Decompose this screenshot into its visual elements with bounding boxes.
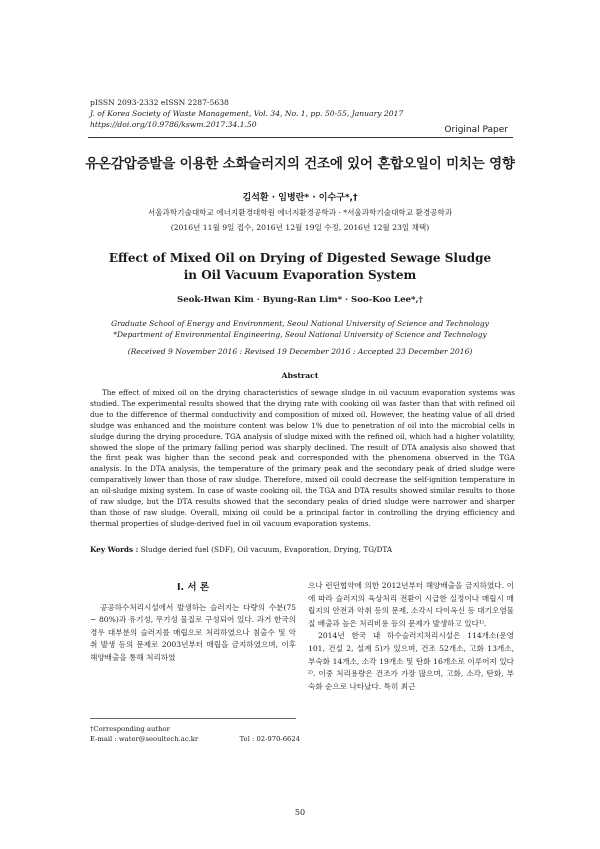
journal-issn: pISSN 2093-2332 eISSN 2287-5638 [90,98,229,107]
english-affiliation [0,318,600,340]
keywords [90,545,515,554]
english-authors: Seok-Hwan Kim · Byung-Ran Lim* · Soo-Koo Lee*,† [177,295,423,305]
english-received-dates: (Received 9 November 2016 : Revised 19 December 2016 : Accepted 23 December 2016) [127,347,473,356]
english-affiliation-line2: *Department of Environmental Engineering, Seoul National University of Science and Technology [113,330,487,339]
korean-title: 유온감압증발을 이용한 소화슬러지의 건조에 있어 혼합오일이 미치는 영향 [85,156,515,172]
right-column [308,580,514,693]
section-heading-introduction: I. 서 론 [176,582,210,593]
paper-type-label: Original Paper [444,125,508,135]
abstract-heading: Abstract [281,371,319,380]
keywords-label: Key Words : [90,545,139,554]
corresponding-author-label: †Corresponding author [90,725,170,733]
header-rule [88,137,513,138]
keywords-text: Sludge deried fuel (SDF), Oil vacuum, Evaporation, Drying, TG/DTA [138,545,393,554]
korean-affiliation: 서울과학기술대학교 에너지환경대학원 에너지환경공학과 · *서울과학기술대학교 환경공학과 [147,208,453,217]
english-title-line1: Effect of Mixed Oil on Drying of Digested Sewage Sludge [108,251,492,265]
korean-received-dates: (2016년 11월 9일 접수, 2016년 12월 19일 수정, 2016년 12월 23일 채택) [170,223,430,232]
abstract-body: The effect of mixed oil on the drying characteristics of sewage sludge in oil vacuum evaporation systems was studied. The experimental results showed that the drying rate with cooking oil was faster than that with refined oil due to the difference of thermal conductivity and composition of mixed oil. However, the heating value of all dried sludge was enhanced and the moisture content was below 1% due to penetration of oil into the microbial cells in sludge during the drying procedure. TGA analysis of sludge mixed with the refined oil, which had a higher volatility, showed the slope of the primary falling period was sharply declined. The result of DTA analysis also showed that the first peak was higher than the second peak and corresponded with the phenomena observed in the TGA analysis. In the DTA analysis, the temperature of the primary peak and the secondary peak of dried sludge were comparatively lower than those of raw sludge. Therefore, mixed oil could decrease the self-ignition temperature in an oil-sludge mixing system. In case of waste cooking oil, the TGA and DTA results showed similar results to those of raw sludge, but the DTA results showed that the secondary peaks of dried sludge were narrower and sharper than those of raw sludge. Overall, mixing oil could be a principal factor in controlling the drying efficiency and thermal properties of sludge-derived fuel in oil vacuum evaporation systems. [90,388,515,528]
journal-doi[interactable]: https://doi.org/10.9786/kswm.2017.34.1.50 [90,120,257,129]
corresponding-email[interactable]: E-mail : water@seoultech.ac.kr [90,735,199,743]
footnote [90,724,300,744]
english-title [0,250,600,284]
page-number: 50 [294,808,306,817]
english-affiliation-line1: Graduate School of Energy and Environment, Seoul National University of Science and Technology [111,319,489,328]
korean-authors: 김석환 · 임병란* · 이수구*,† [242,193,358,203]
intro-paragraph-left: 공공하수처리시설에서 발생하는 슬러지는 다량의 수분(75 ~ 80%)과 유기성, 무기성 물질로 구성되어 있다. 과거 한국의 경우 대부분의 슬러지를 매립으로 처리하였으나 침출수 및 악취 발생 등의 문제로 2003년부터 매립을 금지하였으며, 이후 해양배출을 통해 처리하였 [90,602,296,662]
english-title-line2: in Oil Vacuum Evaporation System [183,268,417,282]
intro-paragraph-right-1: 으나 런던협약에 의한 2012년부터 해양배출을 금지하였다. 이에 따라 슬러지의 육상처리 전환이 시급한 실정이나 매립시 매립지의 안전과 악취 등의 문제, 소각시 다이옥신 등 대기오염물질 배출과 높은 처리비용 등의 문제가 발생하고 있다¹⁾. [308,581,514,628]
footnote-rule [90,718,296,719]
intro-paragraph-right-2: 2014년 한국 내 하수슬러지처리시설은 114개소(운영 101, 건설 2, 설계 5)가 있으며, 건조 52개소, 고화 13개소, 부숙화 14개소, 소각 19개소 및 탄화 16개소로 이루어져 있다²⁾. 이중 처리용량은 건조가 가장 많으며, 고화, 소각, 탄화, 부숙화 순으로 나타났다. 특히 최근 [308,631,514,691]
left-column [90,582,296,665]
journal-citation: J. of Korea Society of Waste Management, Vol. 34, No. 1, pp. 50-55, January 2017 [90,109,404,118]
corresponding-tel: Tel : 02-970-6624 [239,735,300,743]
